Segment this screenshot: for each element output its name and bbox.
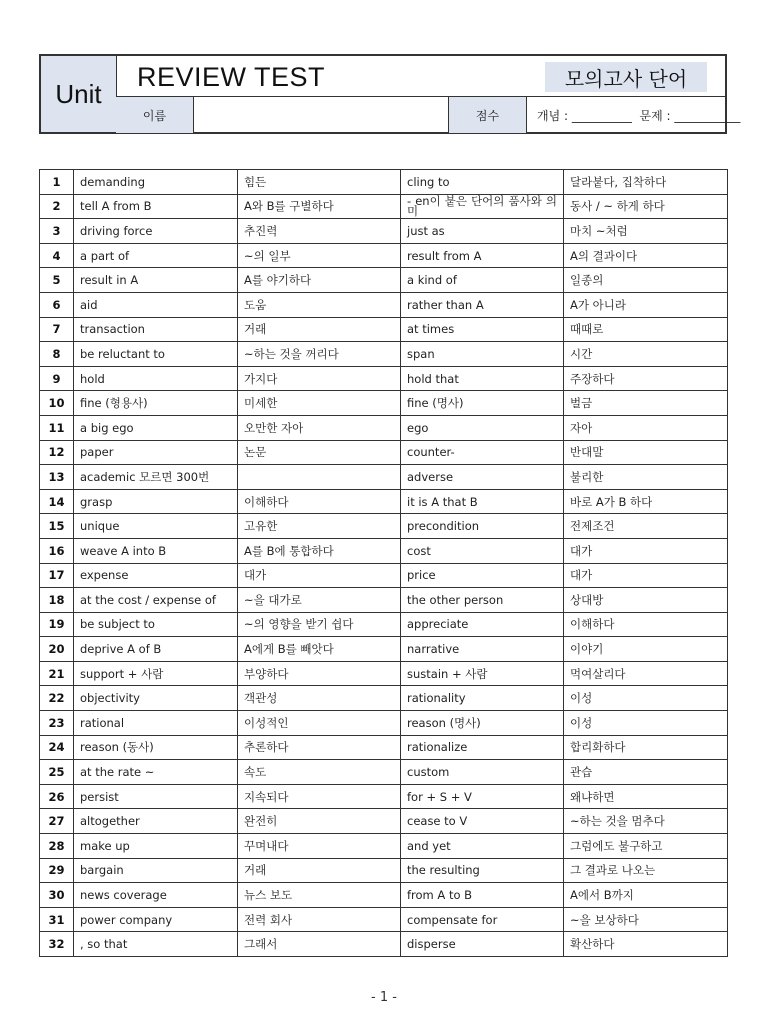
english-word-cell: power company [74,907,238,932]
row-number: 1 [40,170,74,195]
table-row [40,883,728,908]
english-word-cell: deprive A of B [74,637,238,662]
korean-meaning-cell: 이성적인 [238,711,401,736]
korean-meaning-cell: 동사 / ~ 하게 하다 [564,194,728,219]
english-word-cell: sustain + 사람 [401,661,564,686]
row-number: 10 [40,391,74,416]
row-number: 2 [40,194,74,219]
english-word-cell: expense [74,563,238,588]
korean-meaning-cell: 일종의 [564,268,728,293]
vocab-table [39,169,728,957]
row-number: 24 [40,735,74,760]
row-number: 17 [40,563,74,588]
row-number: 31 [40,907,74,932]
english-word-cell: persist [74,784,238,809]
english-word-cell: rationality [401,686,564,711]
korean-meaning-cell: 불리한 [564,465,728,490]
english-word-cell: objectivity [74,686,238,711]
korean-meaning-cell: 벌금 [564,391,728,416]
english-word-cell: the resulting [401,858,564,883]
korean-meaning-cell: A에게 B를 빼앗다 [238,637,401,662]
table-row [40,317,728,342]
english-word-cell: reason (동사) [74,735,238,760]
korean-meaning-cell: 오만한 자아 [238,415,401,440]
korean-meaning-cell: 마치 ~처럼 [564,219,728,244]
english-word-cell: span [401,342,564,367]
english-word-cell: - en이 붙은 단어의 품사와 의미 [401,194,564,219]
english-word-cell: grasp [74,489,238,514]
table-row [40,686,728,711]
english-word-cell: fine (명사) [401,391,564,416]
table-row [40,760,728,785]
row-number: 15 [40,514,74,539]
page-title: REVIEW TEST [137,62,326,92]
korean-meaning-cell: 합리화하다 [564,735,728,760]
row-number: 8 [40,342,74,367]
table-row [40,366,728,391]
name-field[interactable] [194,97,449,133]
english-word-cell: result from A [401,243,564,268]
english-word-cell: counter- [401,440,564,465]
english-word-cell: at the rate ~ [74,760,238,785]
korean-meaning-cell: 거래 [238,858,401,883]
table-row [40,268,728,293]
unit-label: Unit [41,56,117,132]
english-word-cell: ego [401,415,564,440]
korean-meaning-cell: 이성 [564,711,728,736]
korean-meaning-cell: 확산하다 [564,932,728,957]
vocab-table-body [40,170,728,957]
table-row [40,538,728,563]
row-number: 30 [40,883,74,908]
korean-meaning-cell: 달라붙다, 집착하다 [564,170,728,195]
korean-meaning-cell: A의 결과이다 [564,243,728,268]
korean-meaning-cell: 완전히 [238,809,401,834]
table-row [40,563,728,588]
row-number: 7 [40,317,74,342]
korean-meaning-cell: 전제조건 [564,514,728,539]
english-word-cell: cling to [401,170,564,195]
english-word-cell: for + S + V [401,784,564,809]
korean-meaning-cell: 이해하다 [564,612,728,637]
korean-meaning-cell: 거래 [238,317,401,342]
korean-meaning-cell: 지속되다 [238,784,401,809]
row-number: 32 [40,932,74,957]
english-word-cell: result in A [74,268,238,293]
korean-meaning-cell: 전력 회사 [238,907,401,932]
english-word-cell: adverse [401,465,564,490]
row-number: 16 [40,538,74,563]
row-number: 11 [40,415,74,440]
korean-meaning-cell: 이해하다 [238,489,401,514]
korean-meaning-cell: 대가 [238,563,401,588]
english-word-cell: cease to V [401,809,564,834]
english-word-cell: and yet [401,834,564,859]
english-word-cell: a big ego [74,415,238,440]
korean-meaning-cell: 그 결과로 나오는 [564,858,728,883]
korean-meaning-cell: 그래서 [238,932,401,957]
row-number: 6 [40,292,74,317]
row-number: 3 [40,219,74,244]
korean-meaning-cell: 이야기 [564,637,728,662]
english-word-cell: driving force [74,219,238,244]
english-word-cell: appreciate [401,612,564,637]
table-row [40,514,728,539]
english-word-cell: make up [74,834,238,859]
english-word-cell: demanding [74,170,238,195]
english-word-cell: hold that [401,366,564,391]
english-word-cell: reason (명사) [401,711,564,736]
english-word-cell: transaction [74,317,238,342]
korean-meaning-cell: 부양하다 [238,661,401,686]
korean-meaning-cell: 시간 [564,342,728,367]
english-word-cell: rationalize [401,735,564,760]
table-row [40,440,728,465]
korean-meaning-cell: 그럼에도 불구하고 [564,834,728,859]
student-info-row [116,96,741,133]
korean-meaning-cell: 객관성 [238,686,401,711]
korean-meaning-cell: 반대말 [564,440,728,465]
korean-meaning-cell: 뉴스 보도 [238,883,401,908]
english-word-cell: a part of [74,243,238,268]
table-row [40,932,728,957]
row-number: 29 [40,858,74,883]
korean-meaning-cell: ~의 일부 [238,243,401,268]
english-word-cell: from A to B [401,883,564,908]
korean-meaning-cell: 미세한 [238,391,401,416]
korean-meaning-cell: 때때로 [564,317,728,342]
english-word-cell: fine (형용사) [74,391,238,416]
korean-meaning-cell: 먹여살리다 [564,661,728,686]
korean-meaning-cell: 상대방 [564,588,728,613]
english-word-cell: aid [74,292,238,317]
english-word-cell: paper [74,440,238,465]
english-word-cell: altogether [74,809,238,834]
table-row [40,809,728,834]
row-number: 9 [40,366,74,391]
korean-meaning-cell: A와 B를 구별하다 [238,194,401,219]
english-word-cell: cost [401,538,564,563]
english-word-cell: support + 사람 [74,661,238,686]
row-number: 19 [40,612,74,637]
english-word-cell: rational [74,711,238,736]
english-word-cell: precondition [401,514,564,539]
english-word-cell: , so that [74,932,238,957]
row-number: 28 [40,834,74,859]
english-word-cell: news coverage [74,883,238,908]
english-word-cell: disperse [401,932,564,957]
english-word-cell: it is A that B [401,489,564,514]
row-number: 18 [40,588,74,613]
korean-meaning-cell: A를 야기하다 [238,268,401,293]
english-word-cell: a kind of [401,268,564,293]
name-label: 이름 [116,97,194,133]
table-row [40,194,728,219]
table-row [40,243,728,268]
korean-meaning-cell: ~의 영향을 받기 쉽다 [238,612,401,637]
table-row [40,834,728,859]
english-word-cell: compensate for [401,907,564,932]
row-number: 5 [40,268,74,293]
english-word-cell: rather than A [401,292,564,317]
subject-badge: 모의고사 단어 [545,62,707,92]
korean-meaning-cell: 속도 [238,760,401,785]
table-row [40,907,728,932]
korean-meaning-cell: 추론하다 [238,735,401,760]
table-row [40,415,728,440]
row-number: 4 [40,243,74,268]
korean-meaning-cell: ~을 보상하다 [564,907,728,932]
table-row [40,784,728,809]
table-row [40,292,728,317]
english-word-cell: unique [74,514,238,539]
row-number: 21 [40,661,74,686]
english-word-cell: at the cost / expense of [74,588,238,613]
korean-meaning-cell: 가지다 [238,366,401,391]
english-word-cell: the other person [401,588,564,613]
korean-meaning-cell: A에서 B까지 [564,883,728,908]
english-word-cell: just as [401,219,564,244]
row-number: 26 [40,784,74,809]
concept-problem-field[interactable]: 개념 : __________ 문제 : ___________ [537,108,741,123]
korean-meaning-cell: 논문 [238,440,401,465]
english-word-cell: hold [74,366,238,391]
table-row [40,661,728,686]
row-number: 20 [40,637,74,662]
korean-meaning-cell: ~하는 것을 멈추다 [564,809,728,834]
table-row [40,735,728,760]
table-row [40,858,728,883]
english-word-cell: at times [401,317,564,342]
korean-meaning-cell: 주장하다 [564,366,728,391]
korean-meaning-cell: 힘든 [238,170,401,195]
score-label: 점수 [449,97,527,133]
korean-meaning-cell: ~하는 것을 꺼리다 [238,342,401,367]
english-word-cell: custom [401,760,564,785]
english-word-cell: weave A into B [74,538,238,563]
english-word-cell: price [401,563,564,588]
table-row [40,637,728,662]
page-number: - 1 - [371,990,397,1005]
table-row [40,612,728,637]
row-number: 23 [40,711,74,736]
korean-meaning-cell: 대가 [564,563,728,588]
korean-meaning-cell: 자아 [564,415,728,440]
english-word-cell: be subject to [74,612,238,637]
row-number: 14 [40,489,74,514]
english-word-cell: academic 모르면 300번 [74,465,238,490]
english-word-cell: bargain [74,858,238,883]
table-row [40,588,728,613]
korean-meaning-cell: A를 B에 통합하다 [238,538,401,563]
row-number: 12 [40,440,74,465]
table-row [40,170,728,195]
row-number: 25 [40,760,74,785]
row-number: 22 [40,686,74,711]
korean-meaning-cell [238,465,401,490]
korean-meaning-cell: 바로 A가 B 하다 [564,489,728,514]
table-row [40,711,728,736]
korean-meaning-cell: 대가 [564,538,728,563]
korean-meaning-cell: A가 아니라 [564,292,728,317]
korean-meaning-cell: 꾸며내다 [238,834,401,859]
table-row [40,489,728,514]
korean-meaning-cell: 추진력 [238,219,401,244]
table-row [40,391,728,416]
english-word-cell: narrative [401,637,564,662]
korean-meaning-cell: ~을 대가로 [238,588,401,613]
test-header [39,54,741,134]
row-number: 27 [40,809,74,834]
table-row [40,465,728,490]
korean-meaning-cell: 왜냐하면 [564,784,728,809]
korean-meaning-cell: 이성 [564,686,728,711]
korean-meaning-cell: 고유한 [238,514,401,539]
table-row [40,219,728,244]
english-word-cell: be reluctant to [74,342,238,367]
korean-meaning-cell: 관습 [564,760,728,785]
table-row [40,342,728,367]
english-word-cell: tell A from B [74,194,238,219]
row-number: 13 [40,465,74,490]
korean-meaning-cell: 도움 [238,292,401,317]
